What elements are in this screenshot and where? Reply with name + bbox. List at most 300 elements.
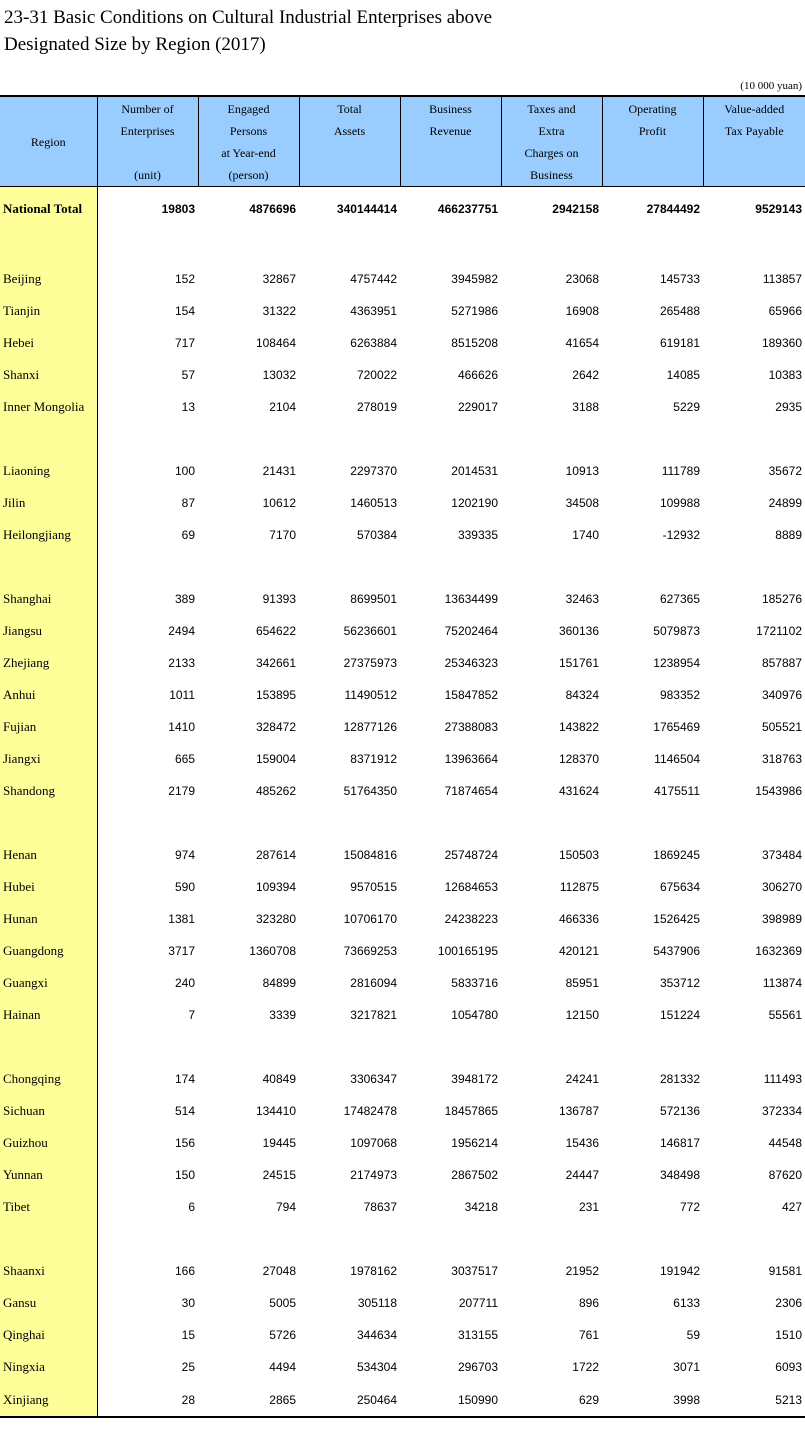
value-cell: 229017 xyxy=(457,400,498,414)
value-cell: 983352 xyxy=(659,688,700,702)
value-cell: 665 xyxy=(174,752,195,766)
table-row xyxy=(0,903,805,935)
spacer-cell xyxy=(198,231,299,263)
region-cell: Hainan xyxy=(0,999,97,1031)
value-cell: 570384 xyxy=(356,528,397,542)
table-row xyxy=(0,743,805,775)
value-cell: 328472 xyxy=(255,720,296,734)
value-cell: 318763 xyxy=(761,752,802,766)
value-cell: 28 xyxy=(97,1383,198,1417)
value-cell: 30 xyxy=(181,1296,195,1310)
value-cell: 654622 xyxy=(255,624,296,638)
value-cell: 1510 xyxy=(775,1328,802,1342)
value-cell: 373484 xyxy=(761,848,802,862)
region-cell: Zhejiang xyxy=(0,647,97,679)
region-cell: National Total xyxy=(0,187,97,232)
column-header-line: Engaged xyxy=(227,102,270,116)
region-cell: Hebei xyxy=(0,327,97,359)
value-cell: 6093 xyxy=(775,1360,802,1374)
value-cell: 25346323 xyxy=(444,656,498,670)
value-cell: 13634499 xyxy=(444,592,498,606)
value-cell: 675634 xyxy=(659,880,700,894)
value-cell: 4876696 xyxy=(249,202,296,216)
value-cell: 16908 xyxy=(565,304,599,318)
value-cell: 59 xyxy=(686,1328,700,1342)
spacer-row xyxy=(0,1031,805,1063)
spacer-cell xyxy=(198,551,299,583)
value-cell: 1543986 xyxy=(755,784,802,798)
header-row xyxy=(0,96,805,187)
value-cell: 51764350 xyxy=(343,784,397,798)
value-cell: 34508 xyxy=(565,496,599,510)
value-cell: 505521 xyxy=(761,720,802,734)
spacer-cell xyxy=(0,1031,97,1063)
region-cell: Xinjiang xyxy=(0,1383,97,1417)
spacer-row xyxy=(0,231,805,263)
value-cell: 2104 xyxy=(269,400,296,414)
spacer-cell xyxy=(602,1031,703,1063)
value-cell: 134410 xyxy=(255,1104,296,1118)
value-cell: 3339 xyxy=(269,1008,296,1022)
value-cell: 15847852 xyxy=(444,688,498,702)
column-header xyxy=(602,96,703,187)
column-header-line: Persons xyxy=(229,124,268,138)
value-cell: 128370 xyxy=(558,752,599,766)
spacer-cell xyxy=(602,1223,703,1255)
region-cell: Shanxi xyxy=(0,359,97,391)
table-row xyxy=(0,455,805,487)
value-cell: 5271986 xyxy=(451,304,498,318)
value-cell: 8371912 xyxy=(350,752,397,766)
value-cell: 21952 xyxy=(565,1264,599,1278)
value-cell: 91581 xyxy=(768,1264,802,1278)
value-cell: 250464 xyxy=(299,1383,400,1417)
value-cell: 24447 xyxy=(565,1168,599,1182)
value-cell: 32463 xyxy=(565,592,599,606)
value-cell: 75202464 xyxy=(444,624,498,638)
table-row xyxy=(0,967,805,999)
column-header-line: Profit xyxy=(638,124,667,138)
value-cell: 136787 xyxy=(558,1104,599,1118)
value-cell: 25 xyxy=(181,1360,195,1374)
value-cell: 8889 xyxy=(775,528,802,542)
spacer-cell xyxy=(198,1031,299,1063)
region-cell: Shaanxi xyxy=(0,1255,97,1287)
spacer-cell xyxy=(0,551,97,583)
table-row xyxy=(0,295,805,327)
region-cell: Inner Mongolia xyxy=(0,391,97,423)
value-cell: 1238954 xyxy=(653,656,700,670)
value-cell: 108464 xyxy=(255,336,296,350)
value-cell: 8699501 xyxy=(350,592,397,606)
table-row xyxy=(0,1095,805,1127)
region-cell: Jiangxi xyxy=(0,743,97,775)
column-header-label xyxy=(704,97,805,142)
spacer-cell xyxy=(501,807,602,839)
value-cell: 348498 xyxy=(659,1168,700,1182)
value-cell: 761 xyxy=(578,1328,599,1342)
value-cell: 794 xyxy=(275,1200,296,1214)
value-cell: 19803 xyxy=(161,202,195,216)
value-cell: 1722 xyxy=(572,1360,599,1374)
value-cell: 339335 xyxy=(457,528,498,542)
value-cell: 4175511 xyxy=(654,784,700,798)
value-cell: 5833716 xyxy=(451,976,498,990)
column-header-line: Extra xyxy=(538,124,565,138)
value-cell: 323280 xyxy=(255,912,296,926)
value-cell: 466626 xyxy=(457,368,498,382)
region-cell: Henan xyxy=(0,839,97,871)
value-cell: 159004 xyxy=(255,752,296,766)
spacer-cell xyxy=(299,1223,400,1255)
table-row xyxy=(0,679,805,711)
spacer-cell xyxy=(198,1223,299,1255)
value-cell: 2816094 xyxy=(350,976,397,990)
value-cell: 12877126 xyxy=(343,720,397,734)
table-row xyxy=(0,1127,805,1159)
value-cell: 8515208 xyxy=(451,336,498,350)
value-cell: 3037517 xyxy=(451,1264,498,1278)
spacer-cell xyxy=(97,1031,198,1063)
value-cell: 34218 xyxy=(464,1200,498,1214)
value-cell: 1632369 xyxy=(755,944,802,958)
column-unit: (person) xyxy=(228,168,269,182)
value-cell: 265488 xyxy=(659,304,700,318)
column-header xyxy=(501,96,602,187)
spacer-row xyxy=(0,423,805,455)
value-cell: 974 xyxy=(174,848,195,862)
spacer-cell xyxy=(198,423,299,455)
table-row xyxy=(0,647,805,679)
table-title xyxy=(4,4,492,58)
column-header-region: Region xyxy=(0,96,97,187)
column-header-label xyxy=(401,97,501,142)
value-cell: 156 xyxy=(174,1136,195,1150)
value-cell: 87620 xyxy=(768,1168,802,1182)
value-cell: 857887 xyxy=(761,656,802,670)
column-header-label xyxy=(502,97,602,186)
value-cell: 3717 xyxy=(168,944,195,958)
value-cell: 21431 xyxy=(262,464,296,478)
region-cell: Heilongjiang xyxy=(0,519,97,551)
region-cell: Beijing xyxy=(0,263,97,295)
value-cell: 15084816 xyxy=(343,848,397,862)
table-row xyxy=(0,519,805,551)
column-header-line: Total xyxy=(337,102,362,116)
value-cell: 627365 xyxy=(659,592,700,606)
value-cell: 3945982 xyxy=(451,272,498,286)
value-cell: 1360708 xyxy=(249,944,296,958)
spacer-cell xyxy=(299,1031,400,1063)
spacer-cell xyxy=(299,423,400,455)
spacer-cell xyxy=(501,551,602,583)
value-cell: 466237751 xyxy=(437,202,498,216)
value-cell: 2179 xyxy=(168,784,195,798)
table-row xyxy=(0,839,805,871)
value-cell: 590 xyxy=(174,880,195,894)
value-cell: 11490512 xyxy=(344,688,397,702)
column-header xyxy=(299,96,400,187)
value-cell: 78637 xyxy=(363,1200,397,1214)
value-cell: 6263884 xyxy=(350,336,397,350)
value-cell: 41654 xyxy=(565,336,599,350)
spacer-cell xyxy=(0,807,97,839)
value-cell: 87 xyxy=(181,496,195,510)
value-cell: 772 xyxy=(679,1200,700,1214)
value-cell: 2133 xyxy=(168,656,195,670)
value-cell: 14085 xyxy=(666,368,700,382)
value-cell: 57 xyxy=(181,368,195,382)
column-header-line: Assets xyxy=(333,124,366,138)
value-cell: 389 xyxy=(174,592,195,606)
data-table xyxy=(0,95,805,1418)
value-cell: 5726 xyxy=(269,1328,296,1342)
value-cell: 111789 xyxy=(661,464,700,478)
value-cell: 6133 xyxy=(673,1296,700,1310)
value-cell: 40849 xyxy=(262,1072,296,1086)
value-cell: 100165195 xyxy=(437,944,498,958)
region-cell: Guizhou xyxy=(0,1127,97,1159)
spacer-cell xyxy=(299,807,400,839)
value-cell: 1381 xyxy=(168,912,195,926)
region-cell: Tibet xyxy=(0,1191,97,1223)
value-cell: 717 xyxy=(174,336,195,350)
spacer-row xyxy=(0,1223,805,1255)
region-cell: Ningxia xyxy=(0,1351,97,1383)
column-header-label xyxy=(199,97,299,164)
value-cell: 24515 xyxy=(262,1168,296,1182)
value-cell: 91393 xyxy=(262,592,296,606)
value-cell: 15436 xyxy=(565,1136,599,1150)
column-header-line: Business xyxy=(530,168,573,182)
value-cell: 146817 xyxy=(659,1136,700,1150)
table-header xyxy=(0,96,805,187)
value-cell: 85951 xyxy=(565,976,599,990)
column-header-line: Revenue xyxy=(429,124,472,138)
value-cell: 485262 xyxy=(255,784,296,798)
value-cell: 896 xyxy=(578,1296,599,1310)
spacer-cell xyxy=(703,231,805,263)
table-row xyxy=(0,1287,805,1319)
value-cell: 191942 xyxy=(659,1264,700,1278)
value-cell: 84899 xyxy=(262,976,296,990)
value-cell: 151761 xyxy=(558,656,599,670)
column-header xyxy=(400,96,501,187)
value-cell: 27844492 xyxy=(646,202,700,216)
spacer-cell xyxy=(400,551,501,583)
region-cell: Yunnan xyxy=(0,1159,97,1191)
value-cell: 113857 xyxy=(762,272,802,286)
spacer-cell xyxy=(602,423,703,455)
value-cell: 1526425 xyxy=(653,912,700,926)
column-header xyxy=(703,96,805,187)
value-cell: 166 xyxy=(174,1264,195,1278)
value-cell: 154 xyxy=(174,304,195,318)
value-cell: 1956214 xyxy=(451,1136,498,1150)
spacer-cell xyxy=(97,551,198,583)
value-cell: 15 xyxy=(181,1328,195,1342)
spacer-cell xyxy=(97,1223,198,1255)
value-cell: 2014531 xyxy=(451,464,498,478)
column-header-line: Business xyxy=(429,102,472,116)
value-cell: 13 xyxy=(181,400,195,414)
value-cell: 231 xyxy=(578,1200,599,1214)
value-cell: 342661 xyxy=(255,656,296,670)
spacer-cell xyxy=(501,423,602,455)
value-cell: 344634 xyxy=(356,1328,397,1342)
value-cell: 2867502 xyxy=(451,1168,498,1182)
value-cell: 1410 xyxy=(168,720,195,734)
value-cell: 151224 xyxy=(659,1008,700,1022)
spacer-cell xyxy=(97,423,198,455)
value-cell: 2494 xyxy=(168,624,195,638)
value-cell: 2297370 xyxy=(350,464,397,478)
value-cell: 398989 xyxy=(761,912,802,926)
value-cell: 514 xyxy=(174,1104,195,1118)
spacer-cell xyxy=(602,807,703,839)
column-header xyxy=(97,96,198,187)
value-cell: 240 xyxy=(174,976,195,990)
value-cell: 27048 xyxy=(262,1264,296,1278)
column-header-line: at Year-end xyxy=(221,146,276,160)
table-row xyxy=(0,1319,805,1351)
value-cell: 7170 xyxy=(269,528,296,542)
value-cell: 2174973 xyxy=(350,1168,397,1182)
table-row xyxy=(0,935,805,967)
value-cell: 2642 xyxy=(572,368,599,382)
value-cell: 150503 xyxy=(558,848,599,862)
table-row xyxy=(0,615,805,647)
national-total-row xyxy=(0,187,805,232)
value-cell: 296703 xyxy=(457,1360,498,1374)
value-cell: 12684653 xyxy=(444,880,498,894)
spacer-cell xyxy=(703,807,805,839)
value-cell: 2306 xyxy=(775,1296,802,1310)
value-cell: 1202190 xyxy=(451,496,498,510)
region-cell: Guangdong xyxy=(0,935,97,967)
value-cell: 340144414 xyxy=(336,202,397,216)
column-header-line: Value-added xyxy=(724,102,785,116)
table-body xyxy=(0,187,805,1418)
value-cell: 3071 xyxy=(673,1360,700,1374)
value-cell: 572136 xyxy=(659,1104,700,1118)
value-cell: 372334 xyxy=(761,1104,802,1118)
value-cell: 1765469 xyxy=(653,720,700,734)
value-cell: 207711 xyxy=(458,1296,498,1310)
table-row xyxy=(0,1383,805,1417)
value-cell: 7 xyxy=(188,1008,195,1022)
value-cell: 25748724 xyxy=(444,848,498,862)
value-cell: 10913 xyxy=(565,464,599,478)
region-cell: Anhui xyxy=(0,679,97,711)
value-cell: 23068 xyxy=(565,272,599,286)
column-header-line: Enterprises xyxy=(120,124,175,138)
column-header xyxy=(198,96,299,187)
table-row xyxy=(0,1159,805,1191)
value-cell: 150990 xyxy=(400,1383,501,1417)
value-cell: 24899 xyxy=(768,496,802,510)
table-row xyxy=(0,327,805,359)
value-cell: 6 xyxy=(188,1200,195,1214)
table-row xyxy=(0,1191,805,1223)
region-cell: Jilin xyxy=(0,487,97,519)
table-row xyxy=(0,487,805,519)
value-cell: 13963664 xyxy=(444,752,498,766)
value-cell: 1978162 xyxy=(350,1264,397,1278)
spacer-cell xyxy=(501,231,602,263)
value-cell: 353712 xyxy=(659,976,700,990)
value-cell: 619181 xyxy=(659,336,700,350)
value-cell: 24241 xyxy=(565,1072,599,1086)
value-cell: 150 xyxy=(174,1168,195,1182)
spacer-cell xyxy=(97,231,198,263)
value-cell: 629 xyxy=(501,1383,602,1417)
value-cell: -12932 xyxy=(662,528,700,542)
value-cell: 13032 xyxy=(262,368,296,382)
table-row xyxy=(0,775,805,807)
value-cell: 3217821 xyxy=(350,1008,397,1022)
value-cell: 112875 xyxy=(559,880,599,894)
value-cell: 109988 xyxy=(659,496,700,510)
value-cell: 12150 xyxy=(565,1008,599,1022)
value-cell: 145733 xyxy=(659,272,700,286)
column-header-line: Taxes and xyxy=(527,102,576,116)
unit-note: (10 000 yuan) xyxy=(740,80,802,92)
value-cell: 174 xyxy=(174,1072,195,1086)
value-cell: 143822 xyxy=(558,720,599,734)
table-title-line-1: 23-31 Basic Conditions on Cultural Industrial Enterprises above xyxy=(4,7,493,28)
region-cell: Sichuan xyxy=(0,1095,97,1127)
column-header-label xyxy=(603,97,703,142)
table-row xyxy=(0,583,805,615)
spacer-cell xyxy=(602,551,703,583)
table-row xyxy=(0,1255,805,1287)
value-cell: 534304 xyxy=(356,1360,397,1374)
value-cell: 18457865 xyxy=(444,1104,498,1118)
table-row xyxy=(0,1063,805,1095)
table-row xyxy=(0,999,805,1031)
value-cell: 5005 xyxy=(269,1296,296,1310)
value-cell: 31322 xyxy=(262,304,296,318)
spacer-cell xyxy=(400,1223,501,1255)
value-cell: 2935 xyxy=(775,400,802,414)
value-cell: 10706170 xyxy=(343,912,397,926)
column-header-line: Number of xyxy=(121,102,174,116)
value-cell: 189360 xyxy=(761,336,802,350)
table-row xyxy=(0,391,805,423)
value-cell: 278019 xyxy=(356,400,397,414)
spacer-cell xyxy=(0,231,97,263)
table-row xyxy=(0,359,805,391)
region-cell: Hubei xyxy=(0,871,97,903)
region-cell: Shanghai xyxy=(0,583,97,615)
spacer-cell xyxy=(501,1223,602,1255)
spacer-cell xyxy=(703,551,805,583)
table-row xyxy=(0,711,805,743)
value-cell: 1054780 xyxy=(451,1008,498,1022)
value-cell: 9529143 xyxy=(755,202,802,216)
value-cell: 32867 xyxy=(262,272,296,286)
column-header-line: Charges on xyxy=(524,146,579,160)
value-cell: 19445 xyxy=(262,1136,296,1150)
value-cell: 5079873 xyxy=(653,624,700,638)
value-cell: 340976 xyxy=(761,688,802,702)
spacer-cell xyxy=(198,807,299,839)
column-header-label xyxy=(98,97,198,142)
value-cell: 109394 xyxy=(255,880,296,894)
spacer-cell xyxy=(0,1223,97,1255)
region-cell: Shandong xyxy=(0,775,97,807)
